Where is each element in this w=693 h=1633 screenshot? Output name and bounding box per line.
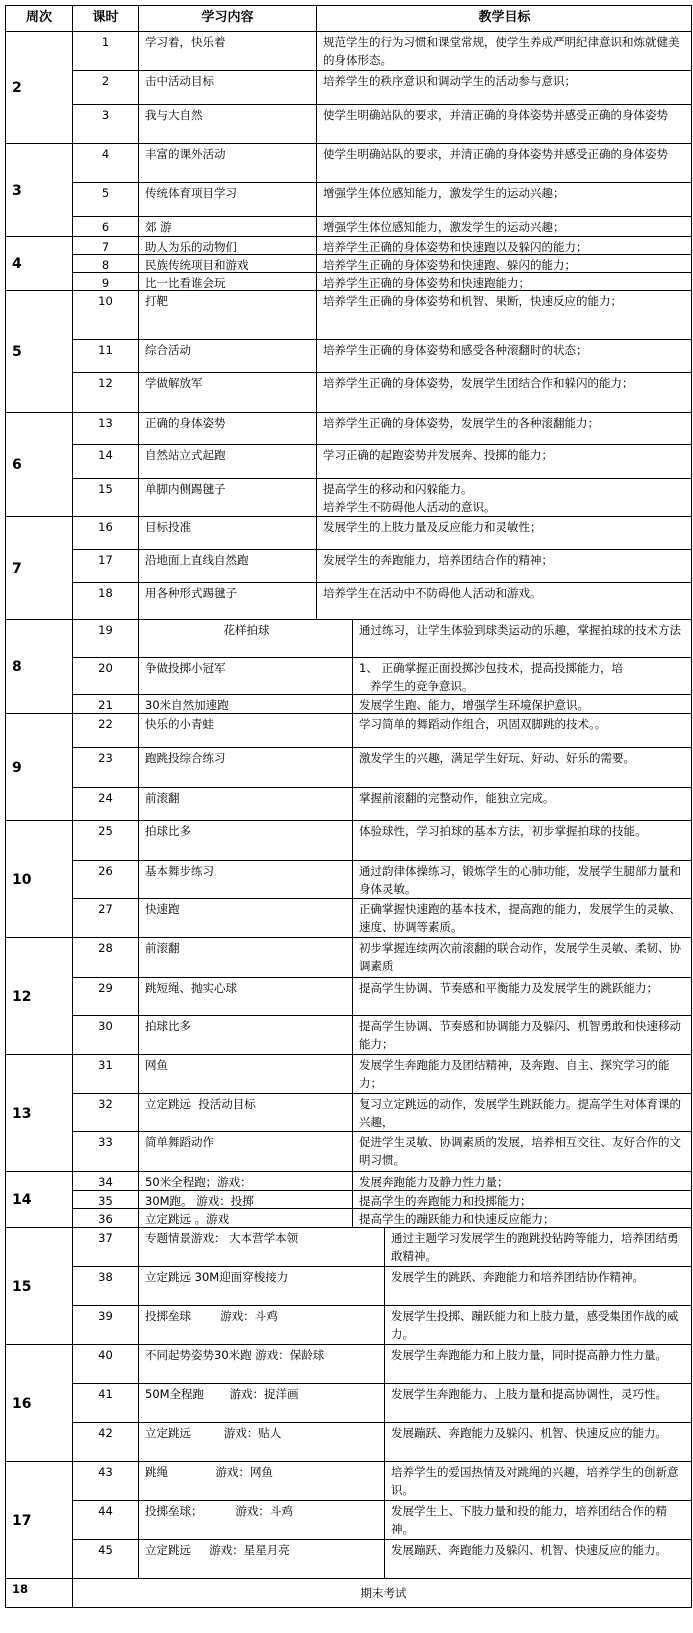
- lesson-content: 专题情景游戏： 大本营学本领: [138, 1227, 384, 1266]
- teaching-goal: 发展学生上、下肢力量和投的能力，培养团结合作的精神。: [384, 1500, 692, 1539]
- header-week: 周次: [5, 5, 72, 31]
- week-number: 5: [5, 290, 72, 412]
- lesson-content: 投掷垒球 游戏：斗鸡: [138, 1305, 384, 1344]
- teaching-goal: 培养学生正确的身体姿势和快速跑、躲闪的能力；: [316, 254, 692, 272]
- lesson-number: 22: [72, 713, 138, 747]
- week-number: 2: [5, 31, 72, 143]
- teaching-goal: 通过韵律体操练习，锻炼学生的心肺功能，发展学生腿部力量和身体灵敏。: [352, 860, 692, 898]
- week-number: 16: [5, 1344, 72, 1461]
- week-number: 10: [5, 820, 72, 937]
- teaching-goal: 促进学生灵敏、协调素质的发展，培养相互交往、友好合作的文明习惯。: [352, 1131, 692, 1171]
- lesson-number: 21: [72, 694, 138, 713]
- lesson-content: 用各种形式踢毽子: [138, 582, 316, 619]
- header-content: 学习内容: [138, 5, 316, 31]
- lesson-number: 29: [72, 977, 138, 1015]
- teaching-goal: 培养学生正确的身体姿势和快速跑能力；: [316, 272, 692, 290]
- lesson-number: 19: [72, 619, 138, 657]
- lesson-content: 网鱼: [138, 1054, 352, 1093]
- teaching-goal: 培养学生正确的身体姿势和机智、果断，快速反应的能力；: [316, 290, 692, 339]
- week-number: 14: [5, 1171, 72, 1227]
- lesson-content: 学做解放军: [138, 372, 316, 412]
- header-lesson: 课时: [72, 5, 138, 31]
- lesson-content: 正确的身体姿势: [138, 412, 316, 444]
- week-number: 9: [5, 713, 72, 820]
- lesson-number: 5: [72, 182, 138, 216]
- teaching-goal: 培养学生的秩序意识和调动学生的活动参与意识；: [316, 70, 692, 104]
- teaching-goal: 培养学生在活动中不防碍他人活动和游戏。: [316, 582, 692, 619]
- lesson-number: 3: [72, 104, 138, 143]
- lesson-content: 单脚内侧踢毽子: [138, 478, 316, 516]
- week-number: 7: [5, 516, 72, 619]
- lesson-content: 传统体育项目学习: [138, 182, 316, 216]
- lesson-number: 35: [72, 1190, 138, 1208]
- lesson-content: 50M全程跑 游戏：捉洋画: [138, 1383, 384, 1422]
- lesson-number: 4: [72, 143, 138, 182]
- lesson-content: 前滚翻: [138, 937, 352, 977]
- week-number: 8: [5, 619, 72, 713]
- lesson-number: 14: [72, 444, 138, 478]
- teaching-goal: 体验球性，学习拍球的基本方法，初步掌握拍球的技能。: [352, 820, 692, 860]
- week-number: 12: [5, 937, 72, 1054]
- lesson-content: 立定跳远 30M迎面穿梭接力: [138, 1266, 384, 1305]
- lesson-content: 打靶: [138, 290, 316, 339]
- lesson-content: 30米自然加速跑: [138, 694, 352, 713]
- teaching-goal: 规范学生的行为习惯和课堂常规，使学生养成严明纪律意识和炼就健美的身体形态。: [316, 31, 692, 70]
- teaching-goal: 培养学生的爱国热情及对跳绳的兴趣，培养学生的创新意识。: [384, 1461, 692, 1500]
- lesson-number: 16: [72, 516, 138, 549]
- lesson-number: 25: [72, 820, 138, 860]
- lesson-number: 27: [72, 898, 138, 937]
- lesson-number: 32: [72, 1093, 138, 1131]
- teaching-goal: 提高学生的移动和闪躲能力。 培养学生不防碍他人活动的意识。: [316, 478, 692, 516]
- lesson-content: 立定跳远 投活动目标: [138, 1093, 352, 1131]
- lesson-number: 18: [72, 582, 138, 619]
- teaching-goal: 发展学生的奔跑能力，培养团结合作的精神；: [316, 549, 692, 582]
- lesson-content: 沿地面上直线自然跑: [138, 549, 316, 582]
- teaching-goal: 发展学生奔跑能力和上肢力量，同时提高静力性力量。: [384, 1344, 692, 1383]
- lesson-number: 28: [72, 937, 138, 977]
- lesson-content: 投掷垒球； 游戏：斗鸡: [138, 1500, 384, 1539]
- lesson-content: 不同起势姿势30米跑 游戏：保龄球: [138, 1344, 384, 1383]
- teaching-goal: 初步掌握连续两次前滚翻的联合动作，发展学生灵敏、柔韧、协调素质: [352, 937, 692, 977]
- lesson-number: 23: [72, 747, 138, 787]
- final-exam: 期末考试: [72, 1578, 692, 1608]
- lesson-number: 36: [72, 1208, 138, 1227]
- lesson-content: 快速跑: [138, 898, 352, 937]
- teaching-goal: 通过主题学习发展学生的跑跳投钻跨等能力，培养团结勇敢精神。: [384, 1227, 692, 1266]
- final-week-number: 18: [5, 1578, 72, 1608]
- lesson-number: 17: [72, 549, 138, 582]
- lesson-content: 助人为乐的动物们: [138, 236, 316, 254]
- teaching-goal: 通过练习，让学生体验到球类运动的乐趣，掌握拍球的技术方法: [352, 619, 692, 657]
- lesson-content: 目标投准: [138, 516, 316, 549]
- teaching-goal: 提高学生的蹦跃能力和快速反应能力；: [352, 1208, 692, 1227]
- lesson-content: 简单舞蹈动作: [138, 1131, 352, 1171]
- week-number: 4: [5, 236, 72, 290]
- lesson-number: 26: [72, 860, 138, 898]
- teaching-goal: 正确掌握快速跑的基本技术，提高跑的能力，发展学生的灵敏、速度、协调等素质。: [352, 898, 692, 937]
- teaching-goal: 掌握前滚翻的完整动作，能独立完成。: [352, 787, 692, 820]
- lesson-number: 10: [72, 290, 138, 339]
- teaching-goal: 培养学生正确的身体姿势，发展学生的各种滚翻能力；: [316, 412, 692, 444]
- lesson-content: 50米全程跑；游戏：: [138, 1171, 352, 1190]
- teaching-goal: 发展学生的上肢力量及反应能力和灵敏性；: [316, 516, 692, 549]
- lesson-content: 跳绳 游戏：网鱼: [138, 1461, 384, 1500]
- lesson-content: 我与大自然: [138, 104, 316, 143]
- week-number: 17: [5, 1461, 72, 1578]
- lesson-content: 前滚翻: [138, 787, 352, 820]
- teaching-goal: 增强学生体位感知能力，激发学生的运动兴趣；: [316, 182, 692, 216]
- lesson-content: 30M跑。 游戏：投掷: [138, 1190, 352, 1208]
- lesson-number: 15: [72, 478, 138, 516]
- teaching-goal: 发展蹦跃、奔跑能力及躲闪、机智、快速反应的能力。: [384, 1422, 692, 1461]
- lesson-content: 拍球比多: [138, 1015, 352, 1054]
- lesson-content: 综合活动: [138, 339, 316, 372]
- lesson-number: 9: [72, 272, 138, 290]
- teaching-goal: 发展学生奔跑能力及团结精神，及奔跑、自主、探究学习的能力；: [352, 1054, 692, 1093]
- teaching-goal: 激发学生的兴趣，满足学生好玩、好动、好乐的需要。: [352, 747, 692, 787]
- lesson-number: 45: [72, 1539, 138, 1578]
- teaching-goal: 培养学生正确的身体姿势和快速跑以及躲闪的能力；: [316, 236, 692, 254]
- lesson-content: 自然站立式起跑: [138, 444, 316, 478]
- lesson-number: 41: [72, 1383, 138, 1422]
- lesson-number: 6: [72, 216, 138, 236]
- teaching-goal: 1、 正确掌握正面投掷沙包技术，提高投掷能力，培 养学生的竞争意识。: [352, 657, 692, 694]
- lesson-number: 20: [72, 657, 138, 694]
- lesson-content: 快乐的小青蛙: [138, 713, 352, 747]
- lesson-content: 跳短绳、抛实心球: [138, 977, 352, 1015]
- lesson-content: 郊 游: [138, 216, 316, 236]
- lesson-content: 学习着，快乐着: [138, 31, 316, 70]
- lesson-content: 丰富的课外活动: [138, 143, 316, 182]
- lesson-number: 7: [72, 236, 138, 254]
- lesson-number: 39: [72, 1305, 138, 1344]
- lesson-number: 37: [72, 1227, 138, 1266]
- teaching-goal: 发展学生的跳跃、奔跑能力和培养团结协作精神。: [384, 1266, 692, 1305]
- teaching-plan-table: [5, 5, 692, 1608]
- lesson-content: 跑跳投综合练习: [138, 747, 352, 787]
- lesson-content: 基本舞步练习: [138, 860, 352, 898]
- lesson-content: 争做投掷小冠军: [138, 657, 352, 694]
- lesson-number: 38: [72, 1266, 138, 1305]
- lesson-content: 比一比看谁会玩: [138, 272, 316, 290]
- week-number: 3: [5, 143, 72, 236]
- teaching-goal: 提高学生协调、节奏感和平衡能力及发展学生的跳跃能力；: [352, 977, 692, 1015]
- teaching-goal: 学习简单的舞蹈动作组合，巩固双脚跳的技术。。: [352, 713, 692, 747]
- lesson-content: 立定跳远 游戏：贴人: [138, 1422, 384, 1461]
- teaching-goal: 培养学生正确的身体姿势，发展学生团结合作和躲闪的能力；: [316, 372, 692, 412]
- lesson-content: 民族传统项目和游戏: [138, 254, 316, 272]
- lesson-number: 33: [72, 1131, 138, 1171]
- teaching-goal: 提高学生协调、节奏感和协调能力及躲闪、机智勇敢和快速移动能力；: [352, 1015, 692, 1054]
- teaching-goal: 培养学生正确的身体姿势和感受各种滚翻时的状态；: [316, 339, 692, 372]
- lesson-number: 30: [72, 1015, 138, 1054]
- lesson-number: 44: [72, 1500, 138, 1539]
- lesson-number: 34: [72, 1171, 138, 1190]
- teaching-goal: 提高学生的奔跑能力和投掷能力；: [352, 1190, 692, 1208]
- teaching-goal: 使学生明确站队的要求，并清正确的身体姿势并感受正确的身体姿势: [316, 143, 692, 182]
- lesson-content: 立定跳远 游戏：星星月亮: [138, 1539, 384, 1578]
- lesson-content: 击中活动目标: [138, 70, 316, 104]
- lesson-number: 1: [72, 31, 138, 70]
- lesson-content: 花样拍球: [138, 619, 352, 657]
- teaching-goal: 发展奔跑能力及静力性力量；: [352, 1171, 692, 1190]
- teaching-goal: 增强学生体位感知能力，激发学生的运动兴趣；: [316, 216, 692, 236]
- lesson-number: 24: [72, 787, 138, 820]
- week-number: 6: [5, 412, 72, 516]
- lesson-content: 拍球比多: [138, 820, 352, 860]
- lesson-number: 40: [72, 1344, 138, 1383]
- lesson-number: 42: [72, 1422, 138, 1461]
- lesson-number: 2: [72, 70, 138, 104]
- week-number: 15: [5, 1227, 72, 1344]
- lesson-number: 43: [72, 1461, 138, 1500]
- teaching-goal: 发展蹦跃、奔跑能力及躲闪、机智、快速反应的能力。: [384, 1539, 692, 1578]
- lesson-number: 11: [72, 339, 138, 372]
- teaching-goal: 发展学生跑、能力，增强学生环境保护意识。: [352, 694, 692, 713]
- lesson-number: 8: [72, 254, 138, 272]
- lesson-number: 13: [72, 412, 138, 444]
- teaching-goal: 使学生明确站队的要求，并清正确的身体姿势并感受正确的身体姿势: [316, 104, 692, 143]
- lesson-number: 31: [72, 1054, 138, 1093]
- teaching-goal: 发展学生投掷、蹦跃能力和上肢力量，感受集团作战的威力。: [384, 1305, 692, 1344]
- teaching-goal: 发展学生奔跑能力、上肢力量和提高协调性，灵巧性。: [384, 1383, 692, 1422]
- week-number: 13: [5, 1054, 72, 1171]
- teaching-goal: 复习立定跳远的动作，发展学生跳跃能力。提高学生对体育课的兴趣，: [352, 1093, 692, 1131]
- header-goal: 教学目标: [316, 5, 692, 31]
- lesson-content: 立定跳远 。游戏: [138, 1208, 352, 1227]
- teaching-goal: 学习正确的起跑姿势并发展奔、投掷的能力；: [316, 444, 692, 478]
- lesson-number: 12: [72, 372, 138, 412]
